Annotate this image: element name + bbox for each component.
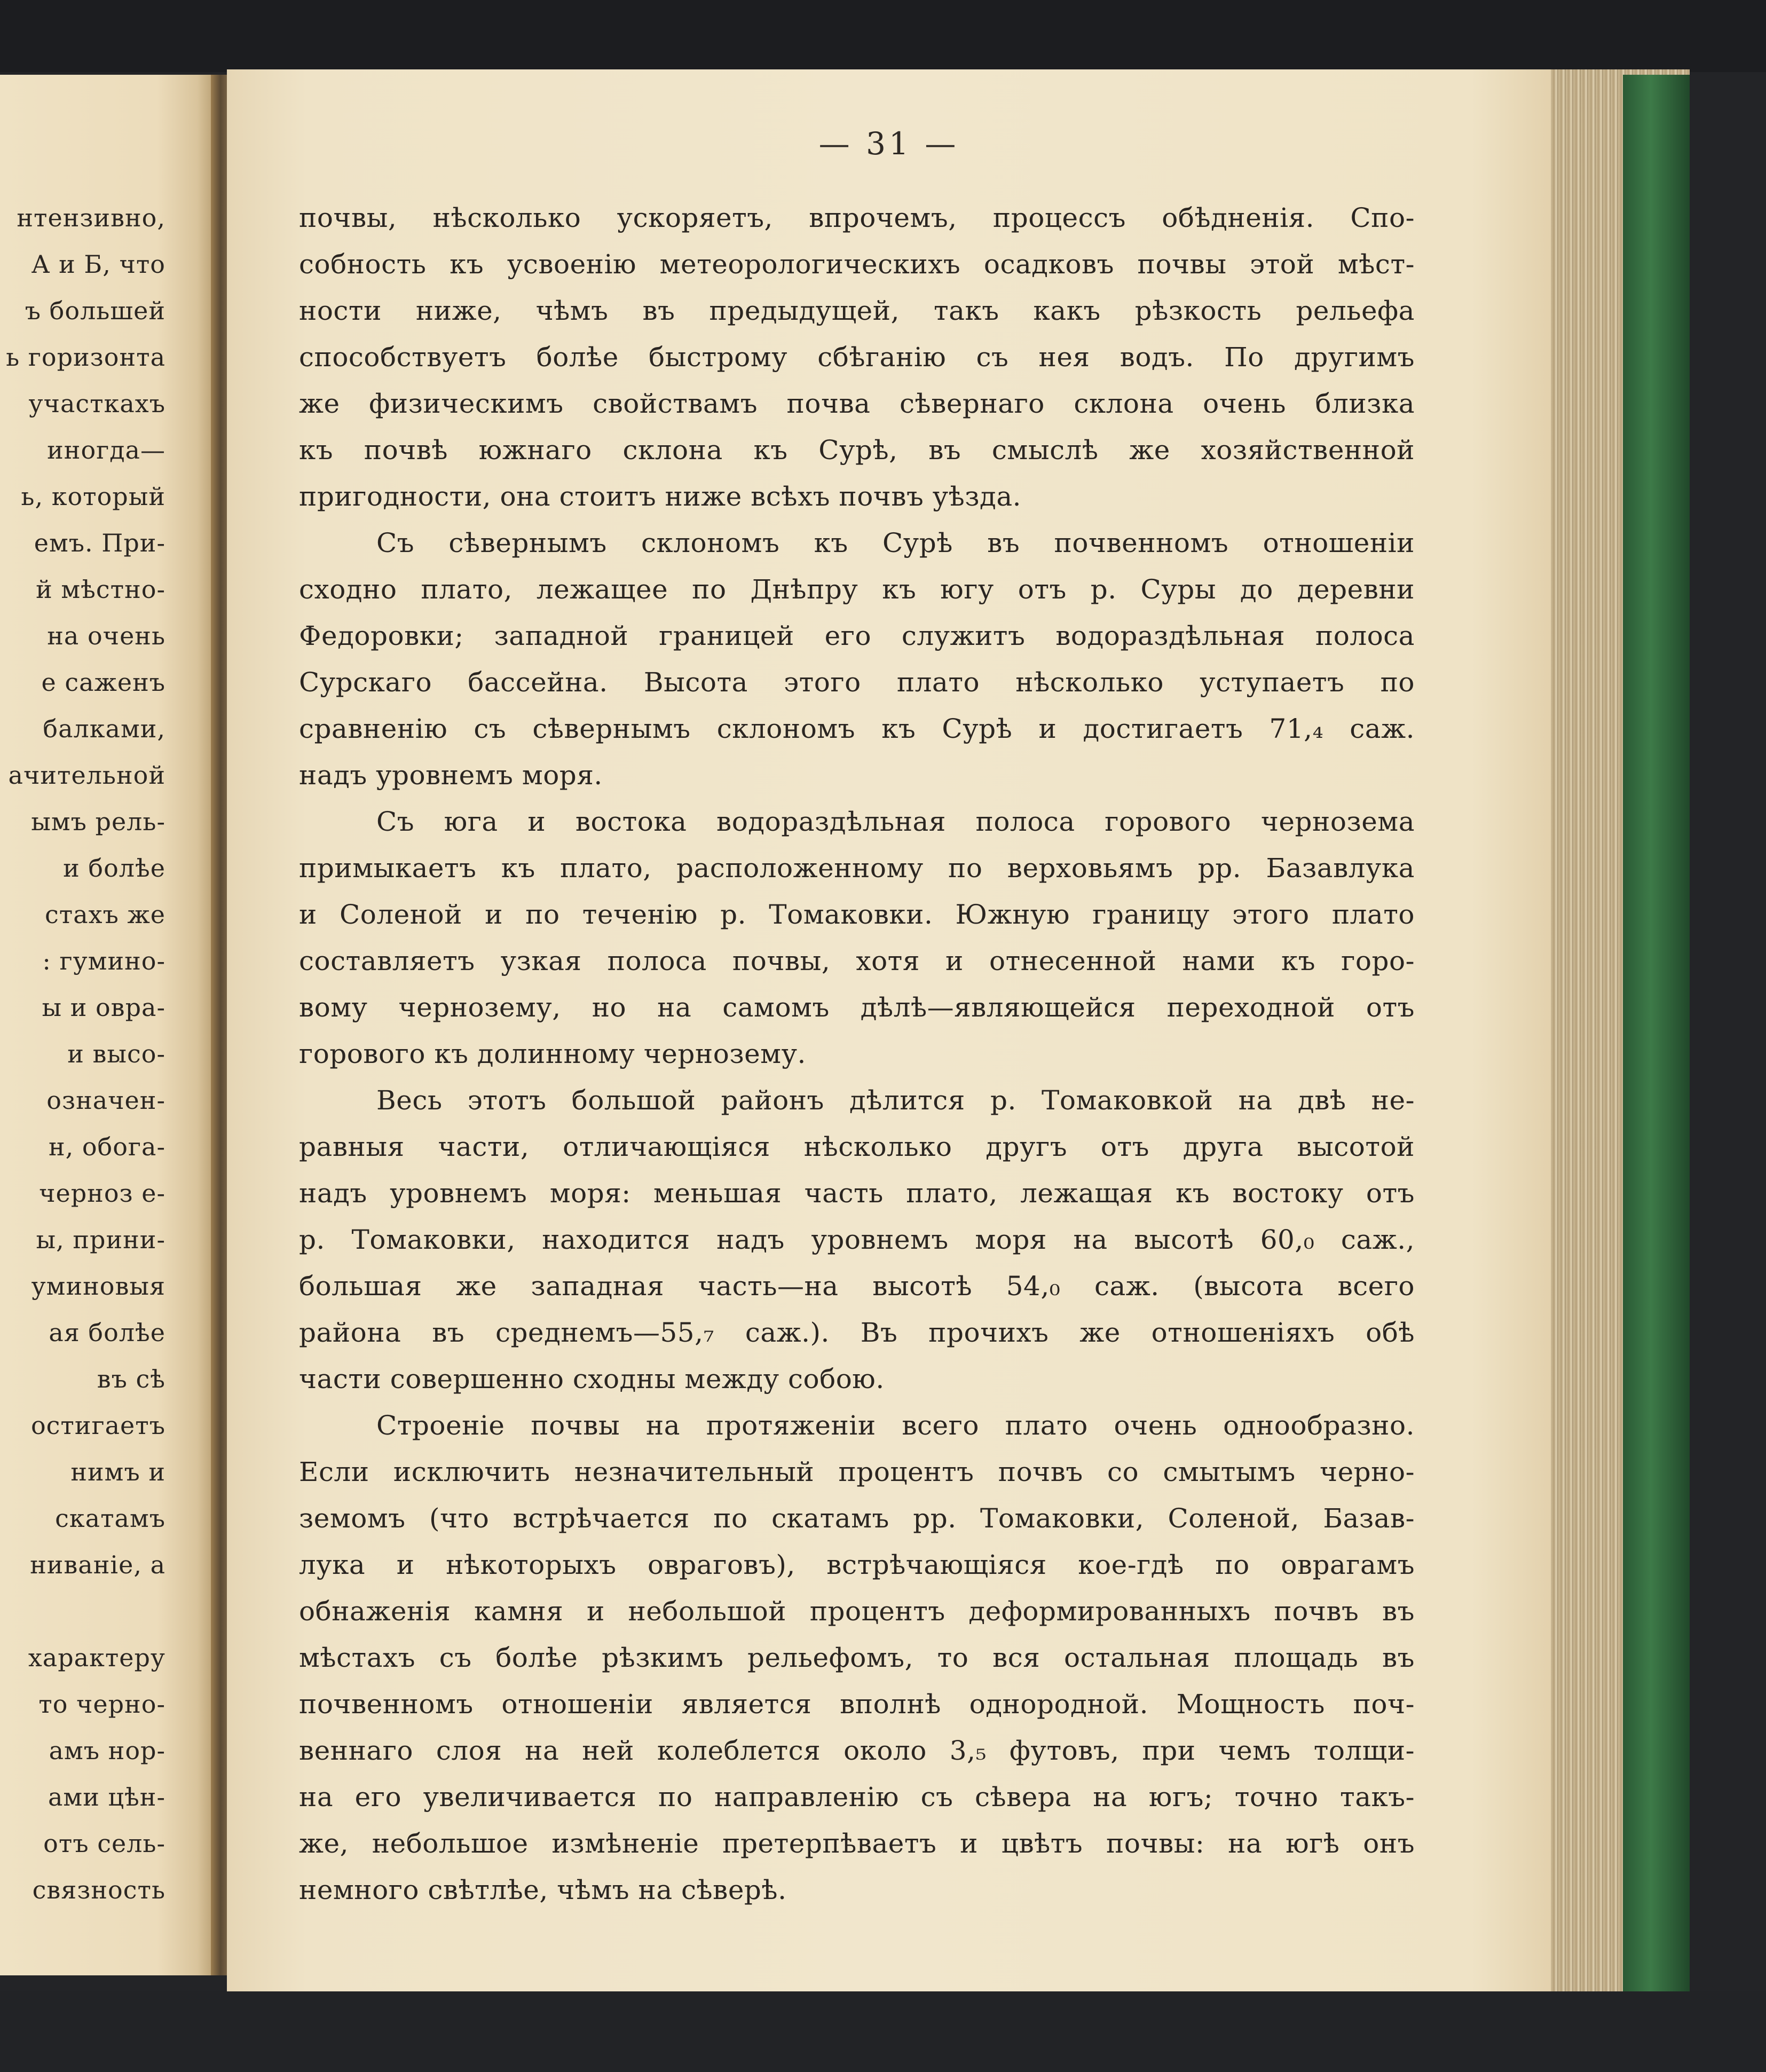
previous-page-line: стахъ же (44, 900, 165, 929)
previous-page-line: ь, который (21, 482, 165, 511)
text-line: части совершенно сходны между собою. (299, 1364, 885, 1395)
previous-page-line: въ сѣ (97, 1365, 165, 1393)
previous-page-line: связность (32, 1876, 165, 1904)
text-line: способствуетъ болѣе быстрому сбѣганію съ нея водъ. По другимъ (299, 342, 1415, 373)
text-line: почвы, нѣсколько ускоряетъ, впрочемъ, процессъ обѣдненія. Спо- (299, 202, 1415, 233)
previous-page-line: остигаетъ (30, 1411, 165, 1440)
previous-page-line: ачительной (8, 761, 165, 790)
previous-page-line: ъ большей (25, 296, 165, 325)
previous-page-line: амъ нор- (49, 1736, 165, 1765)
previous-page-line: ь горизонта (6, 343, 165, 372)
previous-page-line: ы и овра- (42, 993, 165, 1022)
text-line: же, небольшое измѣненіе претерпѣваетъ и цвѣтъ почвы: на югѣ онъ (299, 1828, 1415, 1859)
text-line: Сурскаго бассейна. Высота этого плато нѣсколько уступаетъ по (299, 667, 1415, 698)
previous-page-line: ами цѣн- (48, 1783, 165, 1811)
paragraph (299, 520, 1415, 799)
book-page (227, 69, 1551, 1991)
previous-page-line: на очень (47, 621, 165, 650)
previous-page-line: : гумино- (42, 947, 165, 975)
text-line: района въ среднемъ—55,₇ саж.). Въ прочихъ же отношеніяхъ обѣ (299, 1317, 1415, 1348)
previous-page-line: означен- (46, 1086, 165, 1115)
text-line: равныя части, отличающіяся нѣсколько другъ отъ друга высотой (299, 1131, 1415, 1162)
previous-page-line (0, 1588, 165, 1635)
text-line: веннаго слоя на ней колеблется около 3,₅ футовъ, при чемъ толщи- (299, 1735, 1415, 1766)
text-line: Если исключить незначительный процентъ почвъ со смытымъ черно- (299, 1456, 1415, 1487)
text-line: къ почвѣ южнаго склона къ Сурѣ, въ смыслѣ же хозяйственной (299, 435, 1415, 466)
previous-page-line: нтензивно, (17, 203, 165, 232)
text-line: Съ юга и востока водораздѣльная полоса горового чернозема (376, 806, 1415, 837)
previous-page-line: е саженъ (41, 668, 165, 697)
text-line: Съ сѣвернымъ склономъ къ Сурѣ въ почвенномъ отношеніи (376, 527, 1415, 558)
text-line: земомъ (что встрѣчается по скатамъ рр. Томаковки, Соленой, Базав- (299, 1503, 1415, 1534)
previous-page-line: ая болѣе (49, 1318, 165, 1347)
text-line: р. Томаковки, находится надъ уровнемъ моря на высотѣ 60,₀ саж., (299, 1224, 1415, 1255)
text-line: надъ уровнемъ моря. (299, 760, 603, 791)
text-line: составляетъ узкая полоса почвы, хотя и отнесенной нами къ горо- (299, 946, 1415, 976)
text-line: вому чернозему, но на самомъ дѣлѣ—являющейся переходной отъ (299, 992, 1415, 1023)
text-line: горового къ долинному чернозему. (299, 1038, 806, 1069)
previous-page-line: участкахъ (28, 389, 165, 418)
text-line: почвенномъ отношеніи является вполнѣ однородной. Мощность поч- (299, 1689, 1415, 1720)
previous-page-line: черноз е- (39, 1179, 165, 1208)
text-line: и Соленой и по теченію р. Томаковки. Южную границу этого плато (299, 899, 1415, 930)
text-line: собность къ усвоенію метеорологическихъ осадковъ почвы этой мѣст- (299, 249, 1415, 280)
text-line: ности ниже, чѣмъ въ предыдущей, такъ какъ рѣзкость рельефа (299, 295, 1415, 326)
text-line: Строеніе почвы на протяженіи всего плато очень однообразно. (376, 1410, 1415, 1441)
scan-background-right (1690, 75, 1766, 2072)
book-cover-green (1623, 75, 1692, 1991)
previous-page-line: и высо- (67, 1039, 165, 1068)
previous-page-line: иногда— (47, 436, 165, 464)
text-line: Федоровки; западной границей его служитъ водораздѣльная полоса (299, 620, 1415, 651)
text-line: лука и нѣкоторыхъ овраговъ), встрѣчающіяся кое-гдѣ по оврагамъ (299, 1549, 1415, 1580)
text-line: же физическимъ свойствамъ почва сѣвернаго склона очень близка (299, 388, 1415, 419)
text-line: примыкаетъ къ плато, расположенному по верховьямъ рр. Базавлука (299, 853, 1415, 884)
text-line: пригодности, она стоитъ ниже всѣхъ почвъ уѣзда. (299, 481, 1022, 512)
previous-page-line: нимъ и (70, 1458, 165, 1486)
text-line: немного свѣтлѣе, чѣмъ на сѣверѣ. (299, 1874, 787, 1905)
previous-page-line: А и Б, что (31, 250, 165, 279)
previous-page-line: скатамъ (55, 1504, 165, 1533)
paragraph (299, 1403, 1415, 1913)
previous-page-line: балками, (43, 714, 165, 743)
previous-page-edge (0, 75, 224, 1975)
previous-page-line: й мѣстно- (36, 575, 165, 604)
text-line: сходно плато, лежащее по Днѣпру къ югу отъ р. Суры до деревни (299, 574, 1415, 605)
text-line: обнаженія камня и небольшой процентъ деформированныхъ почвъ въ (299, 1596, 1415, 1627)
paragraph (299, 1077, 1415, 1403)
previous-page-line: н, обога- (48, 1132, 165, 1161)
paragraph (299, 799, 1415, 1077)
previous-page-text-fragments (0, 195, 165, 1913)
previous-page-line: ы, прини- (36, 1225, 165, 1254)
scan-background-bottom (0, 1991, 1766, 2072)
previous-page-line: емъ. При- (34, 529, 165, 557)
previous-page-line: характеру (28, 1643, 165, 1672)
previous-page-line: ниваніе, а (30, 1550, 165, 1579)
text-line: на его увеличивается по направленію съ сѣвера на югъ; точно такъ- (299, 1782, 1415, 1813)
page-body-text (299, 195, 1415, 1913)
previous-page-line: и болѣе (63, 854, 165, 883)
paragraph (299, 195, 1415, 520)
previous-page-line: уминовыя (31, 1272, 165, 1301)
text-line: большая же западная часть—на высотѣ 54,₀ саж. (высота всего (299, 1271, 1415, 1302)
text-line: Весь этотъ большой районъ дѣлится р. Томаковкой на двѣ не- (376, 1085, 1415, 1116)
scan-background-top (0, 0, 1766, 72)
text-line: сравненію съ сѣвернымъ склономъ къ Сурѣ и достигаетъ 71,₄ саж. (299, 713, 1415, 744)
page-number: — 31 — (818, 125, 959, 162)
previous-page-line: ымъ рель- (31, 807, 165, 836)
text-line: мѣстахъ съ болѣе рѣзкимъ рельефомъ, то вся остальная площадь въ (299, 1642, 1415, 1673)
text-line: надъ уровнемъ моря: меньшая часть плато, лежащая къ востоку отъ (299, 1178, 1415, 1209)
previous-page-line: отъ сель- (43, 1829, 165, 1858)
previous-page-line: то черно- (38, 1690, 165, 1719)
